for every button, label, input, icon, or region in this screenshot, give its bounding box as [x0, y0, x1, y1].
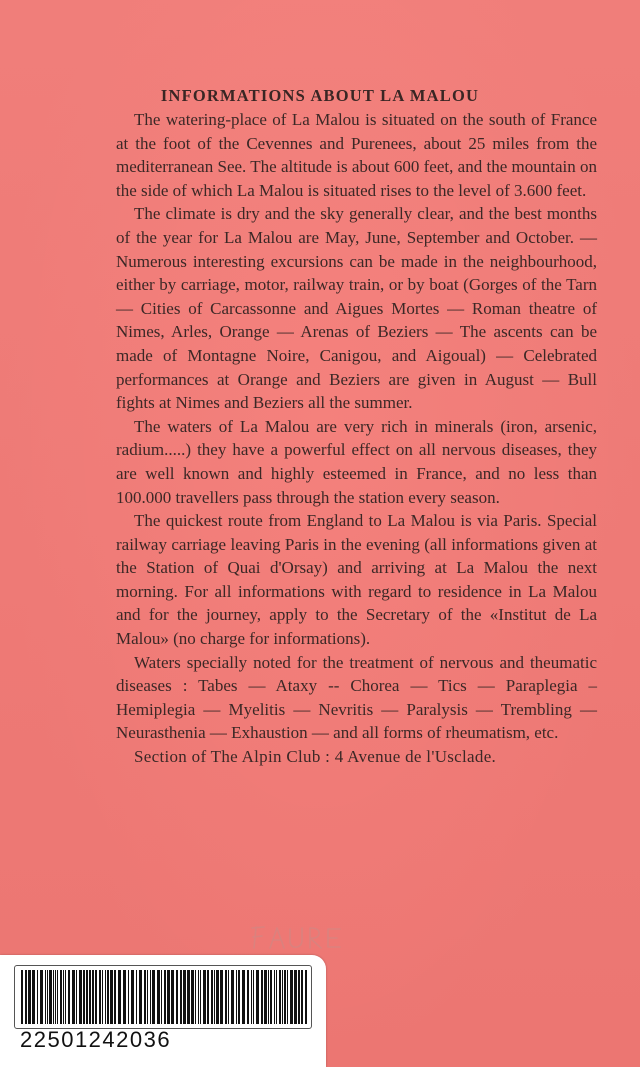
barcode-bar [187, 970, 190, 1024]
barcode-bar [270, 970, 272, 1024]
barcode-bar [86, 970, 88, 1024]
barcode-bar [63, 970, 64, 1024]
paragraph-route: The quickest route from England to La Malou is via Paris. Special railway carriage leaving Paris in the evening (all informations given at the Station of Quai d'Orsay) and arriving at La Malou the next morning. For all informations with regard to residence in La Malou and for the journey, apply to the Secretary of the «Institut de La Malou» (no charge for informations). [116, 511, 597, 649]
barcode-bar [89, 970, 91, 1024]
barcode-bar [83, 970, 85, 1024]
handwritten-signature [244, 920, 354, 954]
barcode-bar [128, 970, 129, 1024]
barcode-bar [207, 970, 209, 1024]
barcode-bar [60, 970, 62, 1024]
barcode-bar [37, 970, 38, 1024]
barcode-bar [72, 970, 75, 1024]
barcode-bar [55, 970, 56, 1024]
barcode-bar [247, 970, 249, 1024]
barcode-bar [131, 970, 134, 1024]
barcode-bar [99, 970, 101, 1024]
barcode-bar [164, 970, 166, 1024]
barcode-bar [298, 970, 300, 1024]
barcode-bar [32, 970, 35, 1024]
barcode-bar [256, 970, 259, 1024]
barcode-bar [176, 970, 178, 1024]
barcode-bar [284, 970, 286, 1024]
barcode-bar [253, 970, 254, 1024]
barcode-bar [238, 970, 240, 1024]
barcode-frame [14, 965, 312, 1029]
barcode-bar [191, 970, 194, 1024]
barcode-bar [79, 970, 82, 1024]
barcode-bar [251, 970, 252, 1024]
barcode-bar [287, 970, 288, 1024]
barcode-bar [195, 970, 196, 1024]
barcode-bar [53, 970, 54, 1024]
barcode-bar [150, 970, 151, 1024]
barcode-bar [274, 970, 275, 1024]
page-heading: INFORMATIONS ABOUT LA MALOU [160, 86, 480, 106]
barcode-bar [220, 970, 223, 1024]
barcode-bar [231, 970, 234, 1024]
barcode-bar [45, 970, 46, 1024]
barcode-bar [47, 970, 48, 1024]
barcode-bar [147, 970, 148, 1024]
barcode-bar [180, 970, 182, 1024]
alpin-club-address: Section of The Alpin Club : 4 Avenue de l'Usclade. [134, 747, 497, 767]
barcode-bar [167, 970, 170, 1024]
barcode-bar [139, 970, 142, 1024]
barcode-number: 22501242036 [20, 1027, 172, 1052]
barcode-bar [200, 970, 201, 1024]
paragraph-climate: The climate is dry and the sky generally clear, and the best months of the year for La Malou are May, June, September and October. — Numerous interesting excursions can be made in the neighbourhood, either by carriage, motor, railway train, or by boat (Gorges of the Tarn — Cities of Carcassonne and Aigues Mortes — Roman theatre of Nimes, Arles, Orange — Arenas of Beziers — The ascents can be made of Montagne Noire, Canigou, and Aigoual) — Celebrated performances at Orange and Beziers are given in August — Bull fights at Nimes and Beziers all the summer. [116, 204, 597, 413]
barcode-bar [40, 970, 43, 1024]
paragraph-treatments: Waters specially noted for the treatment of nervous and theumatic diseases : Tabes — Ataxy -- Chorea — Tics — Paraplegia – Hemiplegia — Myelitis — Nevritis — Paralysis — Trembling — Neurasthenia — Exhaustion — and all forms of rheumatism, etc. [116, 652, 597, 743]
barcode-bar [157, 970, 160, 1024]
barcode-bar [242, 970, 245, 1024]
barcode-bar [214, 970, 215, 1024]
barcode-bar [290, 970, 293, 1024]
barcode-bar [225, 970, 227, 1024]
barcode-bar [28, 970, 31, 1024]
barcode-bar [198, 970, 199, 1024]
paragraph-waters: The waters of La Malou are very rich in minerals (iron, arsenic, radium.....) they have a powerful effect on all nervous diseases, they are well known and highly esteemed in France, and no less than 100.000 travellers pass through the station every season. [116, 416, 597, 507]
barcode-bar [183, 970, 186, 1024]
barcode-bar [211, 970, 213, 1024]
barcode-bar [68, 970, 70, 1024]
barcode-bar [136, 970, 137, 1024]
barcode-label [0, 955, 326, 1067]
paragraph-location: The watering-place of La Malou is situated on the south of France at the foot of the Cevennes and Purenees, about 25 miles from the mediterranean See. The altitude is about 600 feet, and the mountain on the side of which La Malou is situated rises to the level of 3.600 feet. [116, 110, 597, 200]
barcode-bar [118, 970, 121, 1024]
barcode-bar [21, 970, 23, 1024]
barcode-bar [25, 970, 27, 1024]
barcode-bar [305, 970, 307, 1024]
barcode-bar [276, 970, 277, 1024]
barcode-bar [49, 970, 52, 1024]
barcode-bar [114, 970, 116, 1024]
barcode-bar [264, 970, 267, 1024]
barcode-graphic [19, 970, 309, 1024]
barcode-bar [216, 970, 219, 1024]
barcode-bar [123, 970, 126, 1024]
barcode-bar [294, 970, 297, 1024]
barcode-bar [102, 970, 103, 1024]
barcode-bar [107, 970, 109, 1024]
barcode-bar [261, 970, 263, 1024]
barcode-bar [105, 970, 106, 1024]
barcode-bar [152, 970, 155, 1024]
barcode-bar [76, 970, 77, 1024]
barcode-bar [203, 970, 206, 1024]
barcode-bar [301, 970, 303, 1024]
barcode-bar [144, 970, 146, 1024]
barcode-bar [282, 970, 283, 1024]
barcode-bar [279, 970, 281, 1024]
barcode-bar [161, 970, 162, 1024]
barcode-bar [268, 970, 269, 1024]
barcode-bar [171, 970, 174, 1024]
barcode-bar [228, 970, 229, 1024]
barcode-bar [236, 970, 237, 1024]
barcode-bar [95, 970, 97, 1024]
barcode-bar [110, 970, 113, 1024]
body-text [116, 108, 597, 769]
barcode-bar [92, 970, 94, 1024]
barcode-bar [57, 970, 58, 1024]
barcode-bar [65, 970, 66, 1024]
